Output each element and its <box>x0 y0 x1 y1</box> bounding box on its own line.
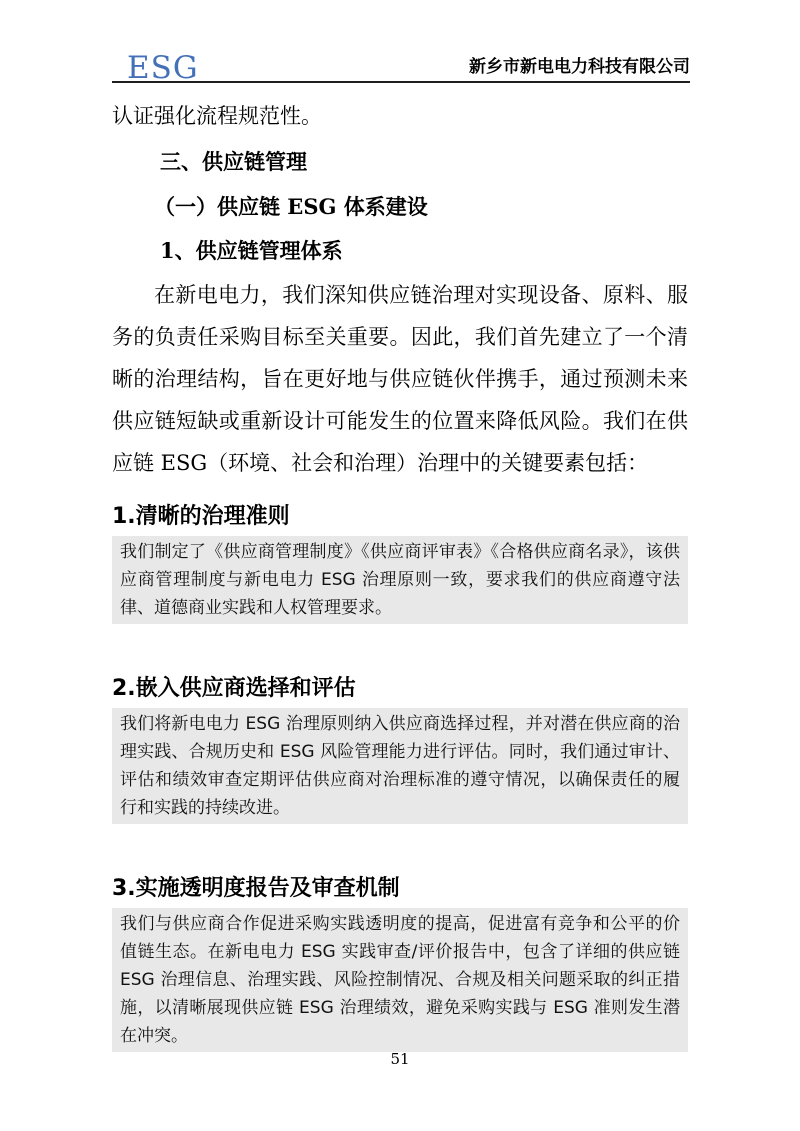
section-heading: 1.清晰的治理准则 <box>112 504 290 529</box>
section-heading: 3.实施透明度报告及审查机制 <box>112 876 400 901</box>
company-name: 新乡市新电电力科技有限公司 <box>469 57 690 77</box>
section-body: 我们与供应商合作促进采购实践透明度的提高，促进富有竞争和公平的价值链生态。在新电电力 ESG 实践审查/评价报告中，包含了详细的供应链 ESG 治理信息、治理实践、风险控制情况、合规及相关问题采取的纠正措施，以清晰展现供应链 ESG 治理绩效，避免采购实践与 ESG 准则发生潜在冲突。 <box>112 908 688 1052</box>
section-heading: 2.嵌入供应商选择和评估 <box>112 676 356 701</box>
page-header <box>112 0 690 86</box>
body-paragraph: 在新电电力，我们深知供应链治理对实现设备、原料、服务的负责任采购目标至关重要。因此，我们首先建立了一个清晰的治理结构，旨在更好地与供应链伙伴携手，通过预测未来供应链短缺或重新设计可能发生的位置来降低风险。我们在供应链 ESG（环境、社会和治理）治理中的关键要素包括： <box>112 283 688 475</box>
heading-supply-chain-management: 三、供应链管理 <box>160 149 307 174</box>
section-body: 我们制定了《供应商管理制度》《供应商评审表》《合格供应商名录》，该供应商管理制度与新电电力 ESG 治理原则一致，要求我们的供应商遵守法律、道德商业实践和人权管理要求。 <box>112 536 688 624</box>
section-body: 我们将新电电力 ESG 治理原则纳入供应商选择过程，并对潜在供应商的治理实践、合规历史和 ESG 风险管理能力进行评估。同时，我们通过审计、评估和绩效审查定期评估供应商对治理标准的遵守情况，以确保责任的履行和实践的持续改进。 <box>112 708 688 824</box>
page-number: 51 <box>390 1050 410 1068</box>
page-body <box>112 83 688 1052</box>
section-transparency-reporting <box>112 876 688 1052</box>
esg-logo: ESG <box>127 50 199 86</box>
page-footer <box>0 1050 800 1068</box>
heading-supply-chain-system: 1、供应链管理体系 <box>160 238 343 263</box>
section-supplier-selection-evaluation <box>112 676 688 824</box>
section-governance-principles <box>112 504 688 624</box>
intro-line: 认证强化流程规范性。 <box>112 104 322 128</box>
heading-esg-system-construction: （一）供应链 ESG 体系建设 <box>154 194 428 219</box>
